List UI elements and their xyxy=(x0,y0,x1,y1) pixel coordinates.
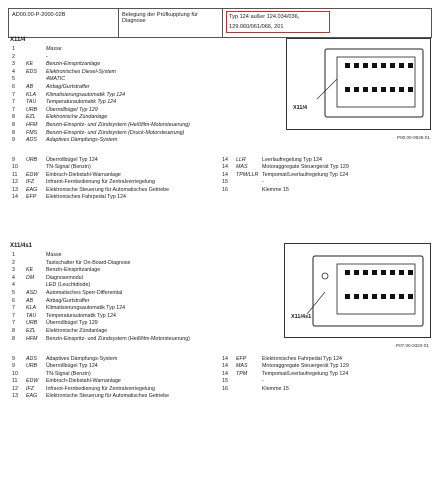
pin-row xyxy=(12,252,62,259)
pin-number: 1 xyxy=(12,252,15,258)
pin-description: Klemme 15 xyxy=(262,186,289,193)
system-code: FMS xyxy=(26,129,38,136)
pin-number: 14 xyxy=(222,164,228,171)
pin-description: Einbruch-Diebstahl-Warnanlage xyxy=(46,378,121,385)
pin-number: 15 xyxy=(222,179,228,186)
connector-pin xyxy=(408,63,413,68)
pin-number: 16 xyxy=(222,186,228,193)
applies-to-cell xyxy=(223,9,431,37)
pin-description: - xyxy=(46,53,48,60)
system-code: ADS xyxy=(26,356,37,362)
system-code: KLA xyxy=(26,305,37,312)
system-code: EZL xyxy=(26,328,36,334)
pin-row xyxy=(12,76,65,83)
system-code: EDW xyxy=(26,378,39,385)
connector-pin xyxy=(381,294,386,299)
pin-number: 6 xyxy=(12,84,15,90)
pin-description: Benzin-Einspritz- und Zündsystem (Druck-Motorsteuerung) xyxy=(46,129,185,136)
connector-diagram-x11-4s1 xyxy=(285,244,430,337)
pin-description: Elektronische Steuerung für Automatisches Getriebe xyxy=(46,186,170,193)
system-code: KLA xyxy=(26,91,37,98)
pin-number: 1 xyxy=(12,46,15,52)
connector-pin xyxy=(372,294,377,299)
pin-row xyxy=(12,107,98,114)
pin-row xyxy=(12,386,155,393)
pin-row xyxy=(12,393,169,400)
system-code: IFZ xyxy=(26,385,34,392)
connector-pin xyxy=(363,294,368,299)
system-code: URB xyxy=(26,157,38,163)
pin-description: - xyxy=(262,378,264,385)
pin-description: Elektronisches Fahrpedal Typ 124 xyxy=(262,356,342,362)
pin-number: 8 xyxy=(12,335,15,342)
pin-description: Überrollbügel Typ 129 xyxy=(46,106,98,113)
pin-description: Automatisches Sperr-Differential xyxy=(46,290,123,296)
connector-pin xyxy=(354,294,359,299)
pin-number: 9 xyxy=(12,363,15,370)
pin-description: Tempomat/Leerlaufregelung Typ 124 xyxy=(262,370,349,377)
pin-number: 3 xyxy=(12,267,15,274)
pin-row xyxy=(12,46,62,53)
section-title-x11-4: X11/4 xyxy=(10,37,26,43)
system-code: IFZ xyxy=(26,179,34,186)
pin-description: Adaptives Dämpfungs-System xyxy=(46,356,118,362)
pin-number: 9 xyxy=(12,137,15,144)
pin-row xyxy=(12,92,125,99)
pin-number: 7 xyxy=(12,91,15,98)
pin-row xyxy=(12,130,184,137)
pin-description: Motoraggregate Steuergerät Typ 129 xyxy=(262,164,349,171)
pin-row xyxy=(222,371,348,378)
pin-number: 14 xyxy=(12,194,18,200)
pin-description: Infrarot-Fernbedienung für Zentralverriegelung xyxy=(46,385,155,392)
connector-pin xyxy=(363,63,368,68)
connector-pin xyxy=(372,63,377,68)
system-code: HFM xyxy=(26,335,38,342)
system-code: EAG xyxy=(26,393,38,399)
pin-number: 10 xyxy=(12,370,18,377)
doc-id: AD00.00-P-2000-02B xyxy=(9,9,119,37)
pin-number: 5 xyxy=(12,76,15,83)
pin-description: Motoraggregate Steuergerät Typ 129 xyxy=(262,363,349,370)
pin-description: Elektronische Zündanlage xyxy=(46,328,108,334)
pin-row xyxy=(12,260,131,267)
pin-row xyxy=(12,114,107,121)
pin-row xyxy=(12,275,83,282)
connector-pin xyxy=(372,87,377,92)
connector-pin xyxy=(372,270,377,275)
pin-row xyxy=(222,179,264,186)
applies-to-line-2: 129.060/061/066, 201 xyxy=(229,24,284,30)
pin-row xyxy=(222,164,349,171)
connector-pin xyxy=(408,270,413,275)
system-code: URB xyxy=(26,106,38,113)
pin-row xyxy=(12,298,89,305)
pin-description: TN-Signal (Benzin) xyxy=(46,370,91,377)
section-title-x11-4s1: X11/4s1 xyxy=(10,243,33,249)
pin-number: 8 xyxy=(12,129,15,136)
connector-pin xyxy=(354,63,359,68)
pin-description: Benzin-Einspritzanlage xyxy=(46,267,101,274)
pin-number: 13 xyxy=(12,393,18,399)
pin-row xyxy=(12,84,90,91)
pin-row xyxy=(12,267,100,274)
pin-number: 9 xyxy=(12,157,15,163)
connector-pin xyxy=(363,87,368,92)
system-code: EFP xyxy=(236,356,247,362)
pin-row xyxy=(12,356,117,363)
highlight-box xyxy=(226,11,330,33)
pin-description: Klemme 15 xyxy=(262,385,289,392)
connector-pin xyxy=(363,270,368,275)
pin-description: Einbruch-Diebstahl-Warnanlage xyxy=(46,171,121,178)
system-code: ADS xyxy=(26,137,37,144)
pin-description: - xyxy=(262,179,264,186)
pin-row xyxy=(222,386,289,393)
pin-number: 7 xyxy=(12,305,15,312)
system-code: EDS xyxy=(26,68,37,75)
pin-row xyxy=(12,320,98,327)
connector-pin xyxy=(399,294,404,299)
pin-number: 3 xyxy=(12,61,15,68)
connector-pin xyxy=(390,63,395,68)
pin-number: 11 xyxy=(12,171,18,178)
pin-row xyxy=(12,328,107,335)
connector-figure-x11-4 xyxy=(286,38,431,130)
pin-row xyxy=(222,187,289,194)
figure-caption-x11-4s1: P07.00-0322-01 xyxy=(396,343,429,348)
pin-row xyxy=(12,187,169,194)
system-code: DM xyxy=(26,274,35,281)
connector-pin xyxy=(399,87,404,92)
connector-diagram-x11-4 xyxy=(287,39,430,129)
pin-description: Leerlaufregelung Typ 124 xyxy=(262,157,322,163)
system-code: EZL xyxy=(26,114,36,121)
figure-caption-x11-4: P00.00-0928-01 xyxy=(397,135,430,140)
pin-description: Airbag/Gurtstraffer xyxy=(46,297,90,304)
pin-number: 6 xyxy=(12,297,15,304)
connector-pin xyxy=(381,87,386,92)
pin-description: Überrollbügel Typ 129 xyxy=(46,320,98,327)
pin-row xyxy=(12,305,125,312)
pin-number: 14 xyxy=(222,363,228,370)
pin-number: 2 xyxy=(12,259,15,266)
pin-description: Temperaturautomatik Typ 124 xyxy=(46,99,117,106)
connector-pin xyxy=(408,294,413,299)
pin-row xyxy=(222,157,322,164)
pin-row xyxy=(12,282,90,289)
pin-number: 11 xyxy=(12,378,18,385)
pin-number: 14 xyxy=(222,356,228,362)
pin-row xyxy=(12,122,190,129)
pin-description: Masse xyxy=(46,252,62,258)
connector-pin xyxy=(381,63,386,68)
applies-to-line-1: Typ 124 außer 124.034/036, xyxy=(229,14,300,20)
pin-row xyxy=(12,179,155,186)
connector-pin xyxy=(390,87,395,92)
pin-number: 8 xyxy=(12,114,15,121)
system-code: LLR xyxy=(236,157,246,163)
pin-description: Infrarot-Fernbedienung für Zentralverriegelung xyxy=(46,179,155,186)
system-code: EFP xyxy=(26,194,37,200)
connector-figure-x11-4s1 xyxy=(284,243,431,338)
pin-number: 12 xyxy=(12,179,18,186)
system-code: KE xyxy=(26,61,34,68)
pin-row xyxy=(12,363,98,370)
system-code: URB xyxy=(26,320,38,327)
pin-row xyxy=(12,290,122,297)
pin-number: 2 xyxy=(12,53,15,60)
pin-number: 7 xyxy=(12,320,15,327)
pin-number: 14 xyxy=(222,157,228,163)
system-code: EAG xyxy=(26,186,38,193)
figure-label-x11-4s1: X11/4s1 xyxy=(291,314,312,320)
header-table xyxy=(8,8,432,38)
system-code: EDW xyxy=(26,171,39,178)
connector-pin xyxy=(390,294,395,299)
system-code: MAS xyxy=(236,164,248,171)
connector-pin xyxy=(345,87,350,92)
pin-description: Tempomat/Leerlaufregelung Typ 124 xyxy=(262,171,349,178)
pin-number: 15 xyxy=(222,378,228,385)
pin-row xyxy=(12,137,117,144)
pin-row xyxy=(12,61,100,68)
pin-number: 4 xyxy=(12,282,15,289)
connector-pin xyxy=(345,270,350,275)
pin-number: 9 xyxy=(12,356,15,362)
pin-description: Airbag/Gurtstraffer xyxy=(46,84,90,90)
pin-description: TN-Signal (Benzin) xyxy=(46,164,91,171)
pin-row xyxy=(12,172,121,179)
pin-row xyxy=(12,69,116,76)
pin-description: Klimatisierungsautomatik Typ 124 xyxy=(46,91,126,98)
pin-description: Benzin-Einspritz- und Zündsystem (Heißfilm-Motorsteuerung) xyxy=(46,335,190,342)
pin-number: 4 xyxy=(12,68,15,75)
pin-number: 10 xyxy=(12,164,18,171)
system-code: TAU xyxy=(26,312,37,319)
pin-description: Tastschalter für On-Board-Diagnose xyxy=(46,259,131,266)
pin-number: 14 xyxy=(222,171,228,178)
system-code: HFM xyxy=(26,122,38,128)
pin-row xyxy=(12,54,48,61)
pin-description: Masse xyxy=(46,46,62,52)
system-code: MAS xyxy=(236,363,248,370)
pin-description: Benzin-Einspritzanlage xyxy=(46,61,101,68)
pin-number: 16 xyxy=(222,385,228,392)
connector-pin xyxy=(399,270,404,275)
pin-description: Überrollbügel Typ 124 xyxy=(46,157,98,163)
pin-number: 14 xyxy=(222,370,228,377)
connector-pin xyxy=(354,270,359,275)
pin-description: Adaptives Dämpfungs-System xyxy=(46,137,118,144)
system-code: TAU xyxy=(26,99,37,106)
pin-row xyxy=(12,371,91,378)
pin-description: Elektronisches Fahrpedal Typ 124 xyxy=(46,194,126,200)
system-code: AB xyxy=(26,297,34,304)
pin-row xyxy=(12,336,190,343)
pin-row xyxy=(12,164,91,171)
system-code: URB xyxy=(26,363,38,370)
connector-pin xyxy=(408,87,413,92)
pin-description: LED (Leuchtdiode) xyxy=(46,282,91,289)
system-code: ASD xyxy=(26,290,37,296)
pin-number: 4 xyxy=(12,274,15,281)
connector-pin xyxy=(399,63,404,68)
pin-row xyxy=(12,194,126,201)
pin-number: 13 xyxy=(12,186,18,193)
system-code: TPM/LLR xyxy=(236,171,259,178)
system-code: TPM xyxy=(236,370,248,377)
pin-description: Elektronische Steuerung für Automatisches Getriebe xyxy=(46,393,170,399)
figure-label-x11-4: X11/4 xyxy=(293,105,308,111)
pin-number: 12 xyxy=(12,385,18,392)
pin-number: 8 xyxy=(12,328,15,334)
connector-pin xyxy=(345,294,350,299)
pin-row xyxy=(12,99,116,106)
pin-number: 8 xyxy=(12,122,15,128)
doc-title: Belegung der Prüfkupplung für Diagnose xyxy=(119,9,223,37)
connector-pin xyxy=(381,270,386,275)
pin-description: Elektronisches Diesel-System xyxy=(46,68,117,75)
pin-number: 7 xyxy=(12,312,15,319)
pin-number: 7 xyxy=(12,99,15,106)
pin-description: Temperaturautomatik Typ 124 xyxy=(46,312,116,319)
pin-description: Benzin-Einspritz- und Zündsystem (Heißfilm-Motorsteuerung) xyxy=(46,122,190,128)
pin-number: 5 xyxy=(12,290,15,296)
system-code: KE xyxy=(26,267,34,274)
pin-row xyxy=(222,172,348,179)
connector-pin xyxy=(345,63,350,68)
pin-description: Diagnosemodul xyxy=(46,274,83,281)
pin-description: 4MATIC xyxy=(46,76,66,83)
connector-pin xyxy=(390,270,395,275)
pin-description: Klimatisierungsautomatik Typ 124 xyxy=(46,305,126,312)
pin-description: Elektronische Zündanlage xyxy=(46,114,108,121)
pin-row xyxy=(12,157,98,164)
pin-row xyxy=(222,363,349,370)
connector-pin xyxy=(354,87,359,92)
pin-row xyxy=(222,378,264,385)
system-code: AB xyxy=(26,84,34,90)
pin-row xyxy=(12,313,116,320)
pin-row xyxy=(222,356,342,363)
pin-description: Überrollbügel Typ 124 xyxy=(46,363,98,370)
pin-number: 7 xyxy=(12,106,15,113)
pin-row xyxy=(12,378,121,385)
